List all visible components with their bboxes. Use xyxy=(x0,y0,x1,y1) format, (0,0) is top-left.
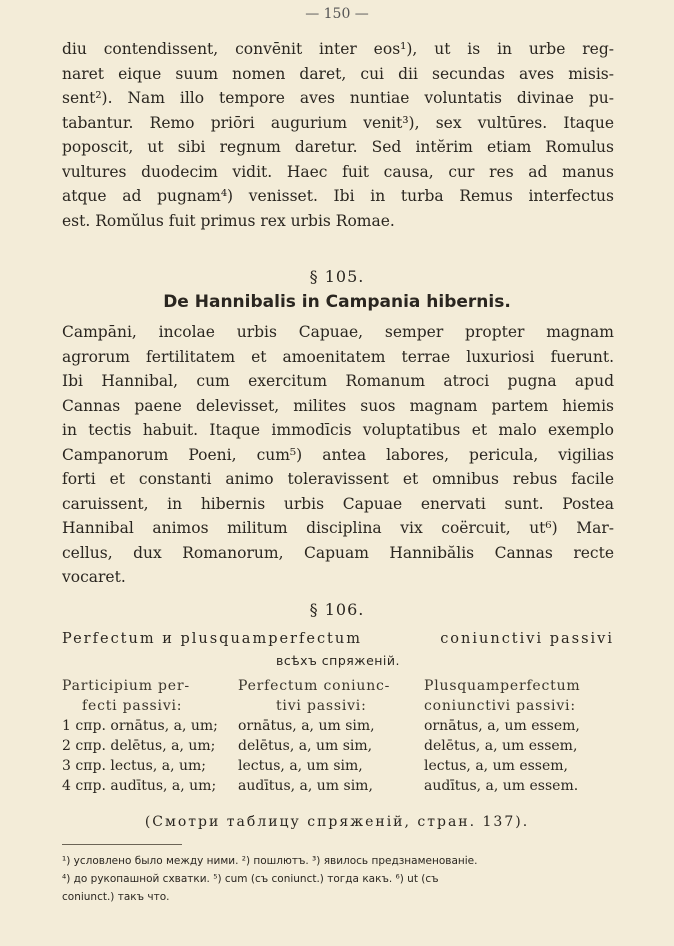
text-line: in tectis habuit. Itaque immodīcis voluptatibus et malo exemplo xyxy=(62,421,614,439)
table-cell: lectus, a, um sim, xyxy=(238,758,363,774)
table-cell: ornātus, a, um essem, xyxy=(424,718,580,734)
text-line: diu contendissent, convēnit inter eos¹), ut is in urbe reg- xyxy=(62,40,614,58)
table-cell: audītus, a, um sim, xyxy=(238,778,373,794)
conjugation-heading xyxy=(62,628,614,672)
header-plusquamperfectum: Plusquamperfectum coniunctivi passivi: xyxy=(424,678,581,714)
footnote-line: ⁴) до рукопашной схватки. ⁵) cum (съ coniunct.) тогда какъ. ⁶) ut (съ xyxy=(62,873,439,885)
text-line: sent²). Nam illo tempore aves nuntiae voluntatis divinae pu- xyxy=(62,89,614,107)
text-line: Cannas paene delevisset, milites suos magnam partem hiemis xyxy=(62,396,614,415)
table-cell: 2 спр. delētus, a, um; xyxy=(62,738,216,754)
text-line: cellus, dux Romanorum, Capuam Hannibălis Cannas recte xyxy=(62,543,614,562)
text-line: Campāni, incolae urbis Capuae, semper propter magnam xyxy=(62,323,614,341)
table-cell: 3 спр. lectus, a, um; xyxy=(62,758,206,774)
text-line: vocaret. xyxy=(62,568,126,586)
text-line: agrorum fertilitatem et amoenitatem terrae luxuriosi fuerunt. xyxy=(62,347,614,366)
table-cell: lectus, a, um essem, xyxy=(424,758,568,774)
table-header-row xyxy=(62,676,614,716)
paragraph-hannibal-campania xyxy=(62,320,614,590)
footnote-line: ¹) условлено было между ними. ²) пошлютъ. ³) явилось предзнаменованіе. xyxy=(62,855,478,867)
conjugation-heading-line1 xyxy=(62,628,614,650)
footnotes xyxy=(62,852,622,906)
see-also-note: (Смотри таблицу спряженій, стран. 137). xyxy=(144,814,530,830)
table-cell: ornātus, a, um sim, xyxy=(238,718,375,734)
table-cell: delētus, a, um essem, xyxy=(424,738,578,754)
table-row xyxy=(62,756,614,776)
table-cell: delētus, a, um sim, xyxy=(238,738,373,754)
conjugation-table xyxy=(62,676,614,796)
header-perfectum: Perfectum coniunc- tivi passivi: xyxy=(238,678,391,714)
page-number: — 150 — xyxy=(305,6,369,22)
text-line: tabantur. Remo priōri augurium venit³), sex vultūres. Itaque xyxy=(62,113,614,132)
conjugation-heading-part2: coniunctivi passivi xyxy=(440,631,614,647)
footnote-line: coniunct.) такъ что. xyxy=(62,891,170,903)
text-line: poposcit, ut sibi regnum daretur. Sed intĕrim etiam Romulus xyxy=(62,138,614,156)
text-line: est. Romŭlus fuit primus rex urbis Romae. xyxy=(62,211,395,230)
table-cell: 4 спр. audītus, a, um; xyxy=(62,778,217,794)
section-number-106: § 106. xyxy=(309,600,365,619)
text-line: Hannibal animos militum disciplina vix coërcuit, ut⁶) Mar- xyxy=(62,519,614,537)
text-line: Campanorum Poeni, cum⁵) antea labores, pericula, vigilias xyxy=(62,445,614,464)
text-line: vultures duodecim vidit. Haec fuit causa, cur res ad manus xyxy=(62,162,614,181)
text-line: forti et constanti animo toleravissent et omnibus rebus facile xyxy=(62,470,614,488)
header-participium: Participium per- fecti passivi: xyxy=(62,678,190,714)
table-row xyxy=(62,736,614,756)
text-line: naret eique suum nomen daret, cui dii secundas aves misis- xyxy=(62,64,614,83)
text-line: Ibi Hannibal, cum exercitum Romanum atroci pugna apud xyxy=(62,372,614,390)
conjugation-heading-line2: всѣхъ спряженій. xyxy=(275,653,401,668)
section-title-105: De Hannibalis in Campania hibernis. xyxy=(163,292,511,312)
table-cell: 1 спр. ornātus, a, um; xyxy=(62,718,218,734)
table-row xyxy=(62,776,614,796)
text-line: caruissent, in hibernis urbis Capuae enervati sunt. Postea xyxy=(62,494,614,513)
text-line: atque ad pugnam⁴) venisset. Ibi in turba Remus interfectus xyxy=(62,187,614,205)
paragraph-romulus-remus xyxy=(62,37,614,233)
footnote-divider xyxy=(62,844,182,845)
table-row xyxy=(62,716,614,736)
conjugation-heading-part1: Perfectum и plusquamperfectum xyxy=(62,631,362,647)
table-cell: audītus, a, um essem. xyxy=(424,778,579,794)
section-number-105: § 105. xyxy=(309,267,365,286)
